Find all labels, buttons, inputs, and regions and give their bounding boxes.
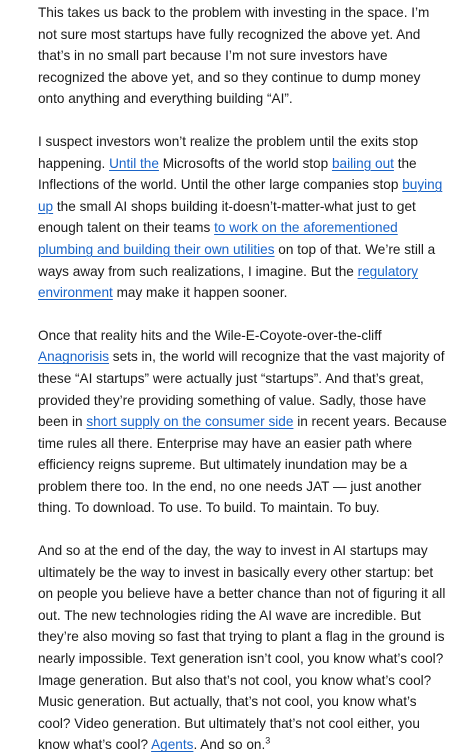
paragraph-4 [38,540,447,756]
link-bailing-out[interactable]: bailing out [331,155,394,171]
link-buying-up[interactable]: buying up [38,177,443,214]
link-agents[interactable]: Agents [151,737,194,753]
text: I suspect investors won’t realize the problem until the exits stop happening. [38,133,419,171]
text: the Inflections of the world. Until the other large companies stop [38,155,417,193]
text: This takes us back to the problem with investing in the space. I’m not sure most startups have fully recognized the above yet. And that’s in no small part because I’m not sure investors have recognized the above yet, and so they continue to dump money onto anything and everything building “AI”. [38,5,430,107]
link-short-supply-consumer[interactable]: short supply on the consumer side [86,414,294,430]
text: in recent years. Because time rules all there. Enterprise may have an easier path where efficiency reigns supreme. But ultimately inundation may be a problem there too. In the end, no one needs JAT — just another thing. To download. To use. To build. To maintain. To buy. [38,414,447,516]
link-regulatory-environment[interactable]: regulatory environment [38,263,419,301]
link-anagnorisis[interactable]: Anagnorisis [38,349,110,365]
link-plumbing-utilities[interactable]: to work on the aforementioned plumbing and building their own utilities [38,220,398,257]
paragraph-2 [38,131,447,304]
text: sets in, the world will recognize that the vast majority of these “AI startups” were actually just “startups”. And that’s great, provided they’re providing something of value. Sadly, those have been in [38,349,445,430]
paragraph-3 [38,325,447,519]
text: on top of that. We’re still a ways away from such realizations, I imagine. But the [38,241,436,279]
footnote-marker[interactable]: 3 [265,735,271,746]
link-until-the[interactable]: Until the [109,155,159,171]
text: the small AI shops building it-doesn’t-matter-what just to get enough talent on their teams [38,198,416,236]
paragraph-1 [38,2,447,110]
text: And so at the end of the day, the way to invest in AI startups may ultimately be the way to invest in basically every other startup: bet on people you believe have a better chance than not of figuring it all out. The new technologies riding the AI wave are incredible. But they’re also moving so fast that trying to plant a flag in the ground is nearly impossible. Text generation isn’t cool, you know what’s cool? Image generation. But also that’s not cool, you know what’s cool? Music generation. But actually, that’s not cool, you know what’s cool? Video generation. But ultimately that’s not cool either, you know what’s cool? [38,543,446,753]
text: Microsofts of the world stop [158,155,332,171]
text: . And so on. [193,737,266,753]
text: Once that reality hits and the Wile-E-Coyote-over-the-cliff [38,327,382,343]
article-body [38,2,447,756]
text: may make it happen sooner. [112,285,288,301]
